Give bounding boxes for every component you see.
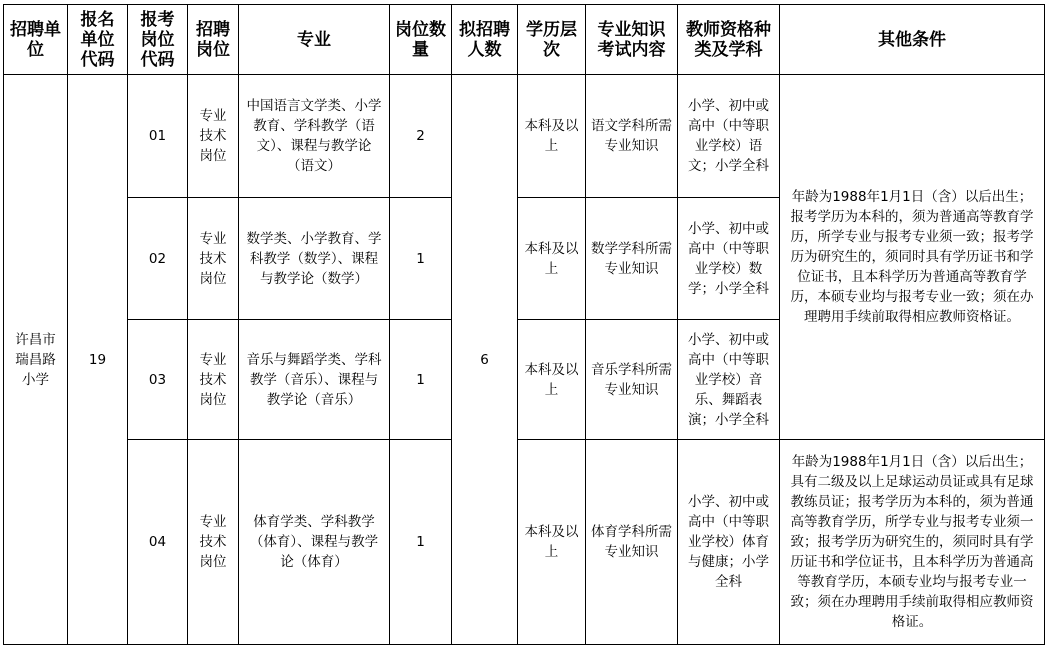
exam-content-cell: 体育学科所需专业知识 — [586, 440, 678, 645]
teacher-cert-cell: 小学、初中或高中（中等职业学校）音乐、舞蹈表演；小学全科 — [678, 320, 780, 440]
major-cell: 中国语言文学类、小学教育、学科教学（语文）、课程与教学论（语文） — [239, 75, 390, 198]
post-cell: 专业技术岗位 — [188, 75, 239, 198]
post-code-cell: 04 — [128, 440, 188, 645]
post-code-cell: 01 — [128, 75, 188, 198]
exam-content-cell: 数学学科所需专业知识 — [586, 198, 678, 320]
post-count-cell: 1 — [390, 198, 452, 320]
header-post: 招聘岗位 — [188, 5, 239, 75]
education-cell: 本科及以上 — [518, 198, 586, 320]
other-conditions-cell: 年龄为1988年1月1日（含）以后出生；具有二级及以上足球运动员证或具有足球教练员证；报考学历为本科的，须为普通高等教育学历，所学专业与报考专业须一致；报考学历为研究生的，须同时具有学历证书和学位证书，且本科学历为普通高等教育学历，本硕专业均与报考专业一致；须在办理聘用手续前取得相应教师资格证。 — [780, 440, 1045, 645]
unit-name-cell: 许昌市瑞昌路小学 — [4, 75, 68, 645]
post-cell: 专业技术岗位 — [188, 440, 239, 645]
exam-content-cell: 语文学科所需专业知识 — [586, 75, 678, 198]
post-count-cell: 1 — [390, 440, 452, 645]
major-cell: 体育学类、学科教学（体育）、课程与教学论（体育） — [239, 440, 390, 645]
major-cell: 音乐与舞蹈学类、学科教学（音乐）、课程与教学论（音乐） — [239, 320, 390, 440]
post-cell: 专业技术岗位 — [188, 320, 239, 440]
table-row — [4, 440, 1045, 645]
recruitment-table — [3, 4, 1045, 645]
teacher-cert-cell: 小学、初中或高中（中等职业学校）数学；小学全科 — [678, 198, 780, 320]
header-planned-hires: 拟招聘人数 — [452, 5, 518, 75]
header-unit: 招聘单位 — [4, 5, 68, 75]
header-major: 专业 — [239, 5, 390, 75]
header-post-count: 岗位数量 — [390, 5, 452, 75]
header-row — [4, 5, 1045, 75]
header-post-code: 报考岗位代码 — [128, 5, 188, 75]
post-code-cell: 03 — [128, 320, 188, 440]
post-code-cell: 02 — [128, 198, 188, 320]
unit-code-cell: 19 — [68, 75, 128, 645]
table-row — [4, 75, 1045, 198]
exam-content-cell: 音乐学科所需专业知识 — [586, 320, 678, 440]
header-unit-code: 报名单位代码 — [68, 5, 128, 75]
teacher-cert-cell: 小学、初中或高中（中等职业学校）体育与健康；小学全科 — [678, 440, 780, 645]
teacher-cert-cell: 小学、初中或高中（中等职业学校）语文；小学全科 — [678, 75, 780, 198]
education-cell: 本科及以上 — [518, 440, 586, 645]
education-cell: 本科及以上 — [518, 75, 586, 198]
post-cell: 专业技术岗位 — [188, 198, 239, 320]
header-other-conditions: 其他条件 — [780, 5, 1045, 75]
header-education: 学历层次 — [518, 5, 586, 75]
planned-hires-cell: 6 — [452, 75, 518, 645]
education-cell: 本科及以上 — [518, 320, 586, 440]
major-cell: 数学类、小学教育、学科教学（数学）、课程与教学论（数学） — [239, 198, 390, 320]
post-count-cell: 1 — [390, 320, 452, 440]
header-exam-content: 专业知识考试内容 — [586, 5, 678, 75]
header-teacher-cert: 教师资格种类及学科 — [678, 5, 780, 75]
other-conditions-cell: 年龄为1988年1月1日（含）以后出生；报考学历为本科的，须为普通高等教育学历，所学专业与报考专业须一致；报考学历为研究生的，须同时具有学历证书和学位证书，且本科学历为普通高等教育学历，本硕专业均与报考专业一致；须在办理聘用手续前取得相应教师资格证。 — [780, 75, 1045, 440]
post-count-cell: 2 — [390, 75, 452, 198]
